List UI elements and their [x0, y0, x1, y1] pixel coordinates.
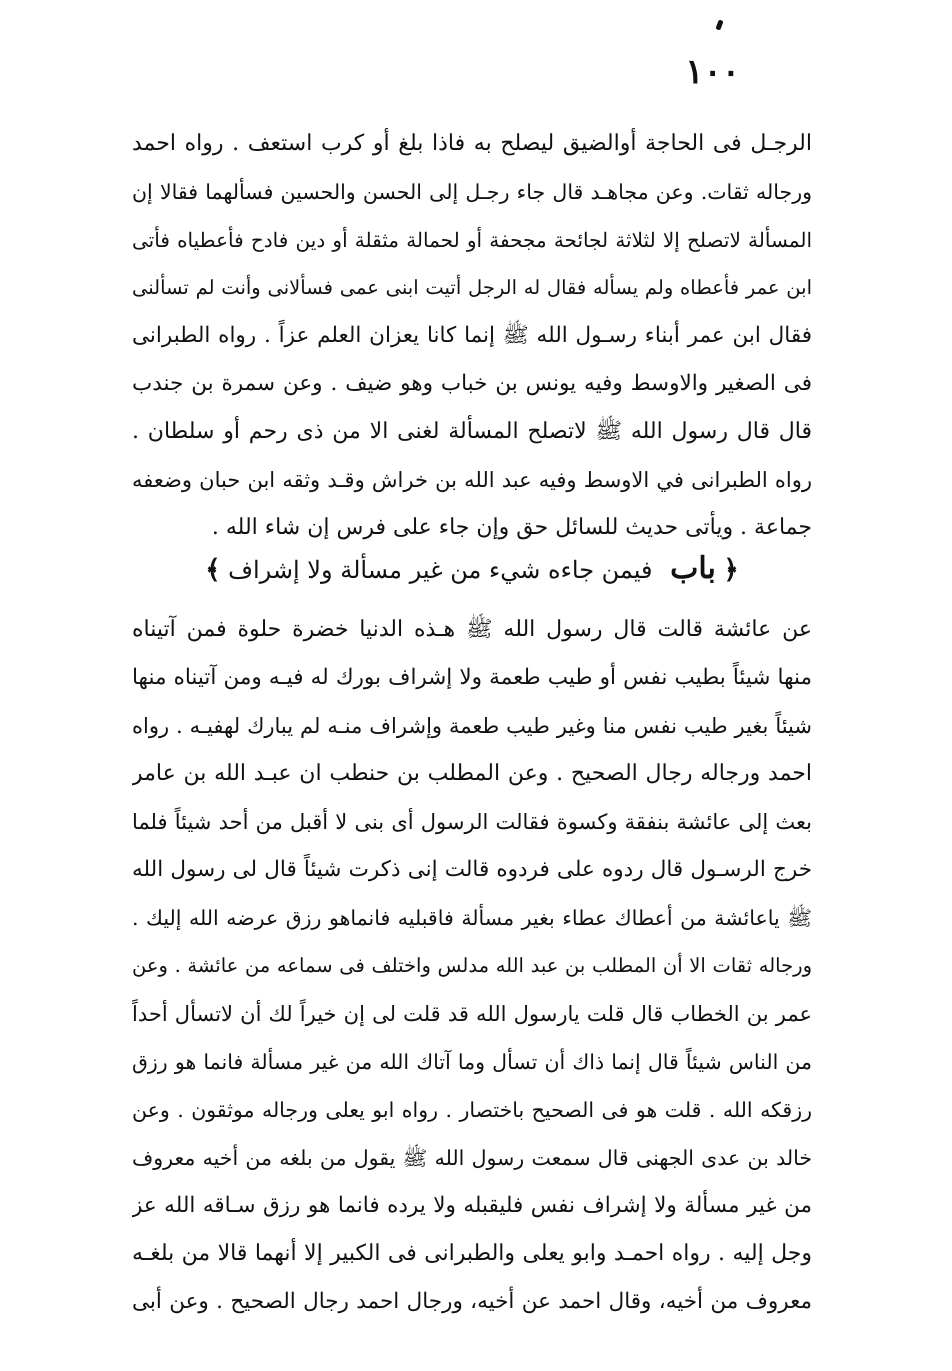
text-line: عن عائشة قالت قال رسول الله ﷺ هـذه الدنيا خضرة حلوة فمن آتيناه: [132, 617, 812, 642]
text-line: احمد ورجاله رجال الصحيح . وعن المطلب بن حنطب ان عبـد الله بن عامر: [132, 761, 812, 786]
chapter-heading: [132, 545, 812, 593]
chapter-label: باب: [670, 551, 716, 586]
text-line: ورجاله ثقات الا أن المطلب بن عبد الله مدلس واختلف فى سماعه من عائشة . وعن: [132, 954, 812, 977]
text-line: رزقكه الله . قلت هو فى الصحيح باختصار . رواه ابو يعلى ورجاله موثقون . وعن: [132, 1098, 812, 1122]
text-line: بعث إلى عائشة بنفقة وكسوة فقالت الرسول أى بنى لا أقبل من أحد شيئاً فلما: [132, 810, 812, 834]
text-line: الرجـل فى الحاجة أوالضيق ليصلح به فاذا بلغ أو كرب استعف . رواه احمد: [132, 131, 812, 156]
text-line: منها شيئاً بطيب نفس أو طيب طعمة ولا إشراف بورك له فيـه ومن آتيناه منها: [132, 665, 812, 690]
text-line: جماعة . ويأتى حديث للسائل حق وإن جاء على فرس إن شاء الله .: [211, 515, 812, 540]
page-mark: [715, 19, 723, 30]
text-line: ابن عمر فأعطاه ولم يسأله فقال له الرجل أتيت ابنى عمى فسألانى وأنت لم تسألنى: [132, 276, 812, 299]
text-line: معروف من أخيه، وقال احمد عن أخيه، ورجال احمد رجال الصحيح . وعن أبى: [132, 1289, 812, 1314]
text-line: خرج الرسـول قال ردوه على فردوه قالت إنى ذكرت شيئاً قال لى رسول الله: [132, 857, 812, 882]
text-line: وجل إليه . رواه احمـد وابو يعلى والطبرانى فى الكبير إلا أنهما قالا من بلغـه: [132, 1241, 812, 1266]
text-line: فقال ابن عمر أبناء رسـول الله ﷺ إنما كانا يعزان العلم عزاً . رواه الطبرانى: [132, 323, 812, 348]
heading-close-bracket: ﴾: [205, 555, 221, 585]
text-line: ﷺ ياعائشة من أعطاك عطاء بغير مسألة فاقبليه فانماهو رزق عرضه الله إليك .: [132, 906, 812, 930]
text-line: خالد بن عدى الجهنى قال سمعت رسول الله ﷺ يقول من بلغه من أخيه معروف: [132, 1146, 812, 1170]
paragraph-1: [132, 120, 812, 552]
paragraph-2: [132, 606, 812, 1326]
text-line: من الناس شيئاً قال إنما ذاك أن تسأل وما آتاك الله من غير مسألة فانما هو رزق: [132, 1050, 812, 1074]
text-line: شيئاً بغير طيب نفس منا وغير طيب طعمة وإشراف منـه لم يبارك لهفيـه . رواه: [132, 714, 812, 738]
text-line: قال قال رسول الله ﷺ لاتصلح المسألة لغنى الا من ذى رحم أو سلطان .: [132, 419, 812, 444]
text-line: المسألة لاتصلح إلا لثلاثة لجائحة مجحفة أو لحمالة مثقلة أو دين فادح فأعطياه فأتى: [132, 228, 812, 252]
text-line: ورجاله ثقات. وعن مجاهـد قال جاء رجـل إلى الحسن والحسين فسألهما فقالا إن: [132, 180, 812, 204]
text-line: من غير مسألة ولا إشراف نفس فليقبله ولا يرده فانما هو رزق سـاقه الله عز: [132, 1193, 812, 1218]
text-line: رواه الطبرانى في الاوسط وفيه عبد الله بن خراش وقـد وثقه ابن حبان وضعفه: [132, 468, 812, 492]
text-line: عمر بن الخطاب قال قلت يارسول الله قد قلت لى إن خيراً لك أن لاتسأل أحداً: [132, 1002, 812, 1026]
chapter-title: فيمن جاءه شيء من غير مسألة ولا إشراف: [228, 556, 653, 584]
heading-open-bracket: ﴿: [723, 555, 739, 585]
page-number: ١٠٠: [685, 52, 740, 92]
text-line: فى الصغير والاوسط وفيه يونس بن خباب وهو ضيف . وعن سمرة بن جندب: [132, 371, 812, 396]
